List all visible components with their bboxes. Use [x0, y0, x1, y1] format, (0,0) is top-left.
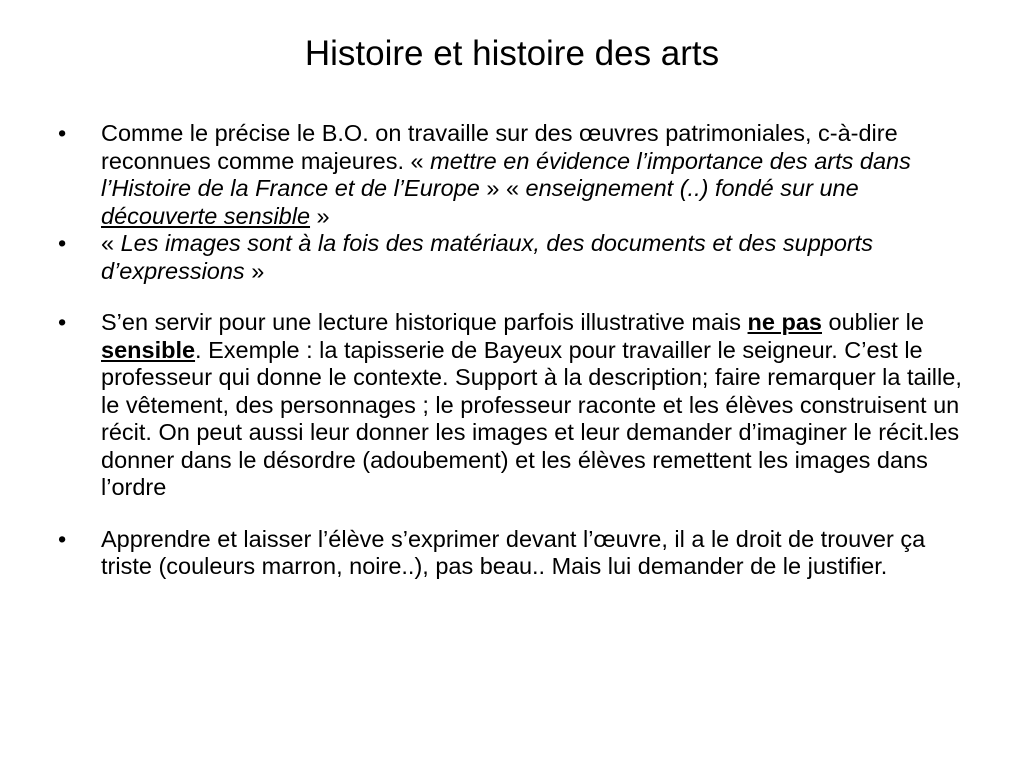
- bullet-text: . Exemple : la tapisserie de Bayeux pour travailler le seigneur. C’est le professeur qui donne le contexte. Support à la description; faire remarquer la taille, le vêtement, des personnages ; le professeur raconte et les élèves construisent un récit. On peut aussi leur donner les images et leur demander d’imaginer le récit.les donner dans le désordre (adoubement) et les élèves remettent les images dans l’ordre: [101, 336, 962, 500]
- bullet-quote: mettre en évidence l’importance des arts dans l’Histoire de la France et de l’Europe: [101, 147, 911, 201]
- bullet-text: Apprendre et laisser l’élève s’exprimer devant l’œuvre, il a le droit de trouver ça triste (couleurs marron, noire..), pas beau.. Mais lui demander de le justifier.: [101, 525, 926, 579]
- bullet-text: oublier le: [822, 309, 924, 335]
- bullet-item: [58, 120, 970, 230]
- emphasized-term: ne pas: [747, 309, 822, 335]
- bullet-text: Comme le précise le B.O. on travaille sur des œuvres patrimoniales, c-à-dire reconnues comme majeures. «: [101, 120, 898, 174]
- underlined-term: découverte sensible: [101, 202, 311, 229]
- bullet-text: » «: [479, 175, 526, 201]
- bullet-spacer: [58, 502, 970, 526]
- bullet-item: [58, 309, 970, 502]
- bullet-dot-icon: •: [58, 230, 67, 256]
- bullet-dot-icon: •: [58, 120, 67, 146]
- bullet-text: «: [101, 230, 121, 256]
- bullet-text: S’en servir pour une lecture historique parfois illustrative mais: [101, 309, 748, 335]
- bullet-dot-icon: •: [58, 525, 67, 552]
- bullet-text: »: [310, 202, 330, 229]
- bullet-quote: enseignement (..) fondé sur une: [525, 175, 859, 201]
- bullet-item: [58, 230, 970, 285]
- bullet-text: »: [244, 257, 265, 284]
- bullet-item: [58, 526, 970, 581]
- bullet-dot-icon: •: [58, 309, 67, 335]
- bullet-quote: Les images sont à la fois des matériaux, des documents et des supports d’expressions: [101, 230, 874, 284]
- bullet-spacer: [58, 285, 970, 309]
- emphasized-term: sensible: [101, 336, 196, 363]
- bullet-list: [58, 120, 970, 581]
- slide-title: Histoire et histoire des arts: [304, 34, 720, 73]
